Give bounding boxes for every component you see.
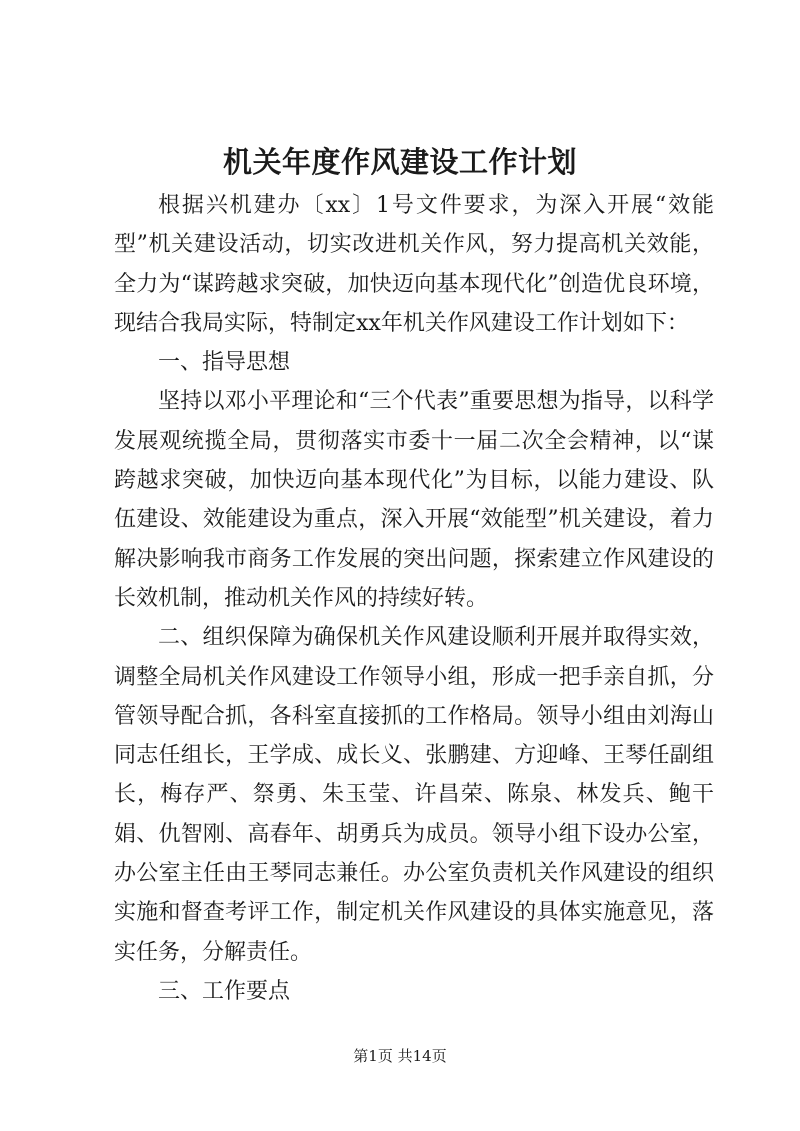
heading-work-points: 三、工作要点 [158,978,291,1004]
page-footer: 第1页 共14页 [353,1047,447,1065]
paragraph-intro: 根据兴机建办〔xx〕1号文件要求，为深入开展“效能型”机关建设活动，切实改进机关作风，努力提高机关效能，全力为“谋跨越求突破，加快迈向基本现代化”创造优良环境，现结合我局实际，特制定xx年机关作风建设工作计划如下： [114,193,714,336]
document-body [114,186,714,1011]
paragraph-organization: 二、组织保障为确保机关作风建设顺利开展并取得实效，调整全局机关作风建设工作领导小组，形成一把手亲自抓，分管领导配合抓，各科室直接抓的工作格局。领导小组由刘海山同志任组长，王学成、成长义、张鹏建、方迎峰、王琴任副组长，梅存严、祭勇、朱玉莹、许昌荣、陈泉、林发兵、鲍干娟、仇智刚、高春年、胡勇兵为成员。领导小组下设办公室，办公室主任由王琴同志兼任。办公室负责机关作风建设的组织实施和督查考评工作，制定机关作风建设的具体实施意见，落实任务，分解责任。 [114,625,714,965]
document-title: 机关年度作风建设工作计划 [222,145,577,179]
heading-guiding-ideology: 一、指导思想 [158,350,291,376]
paragraph-guiding-ideology: 坚持以邓小平理论和“三个代表”重要思想为指导，以科学发展观统揽全局，贯彻落实市委十一届二次全会精神，以“谋跨越求突破，加快迈向基本现代化”为目标，以能力建设、队伍建设、效能建设为重点，深入开展“效能型”机关建设，着力解决影响我市商务工作发展的突出问题，探索建立作风建设的长效机制，推动机关作风的持续好转。 [114,389,714,611]
